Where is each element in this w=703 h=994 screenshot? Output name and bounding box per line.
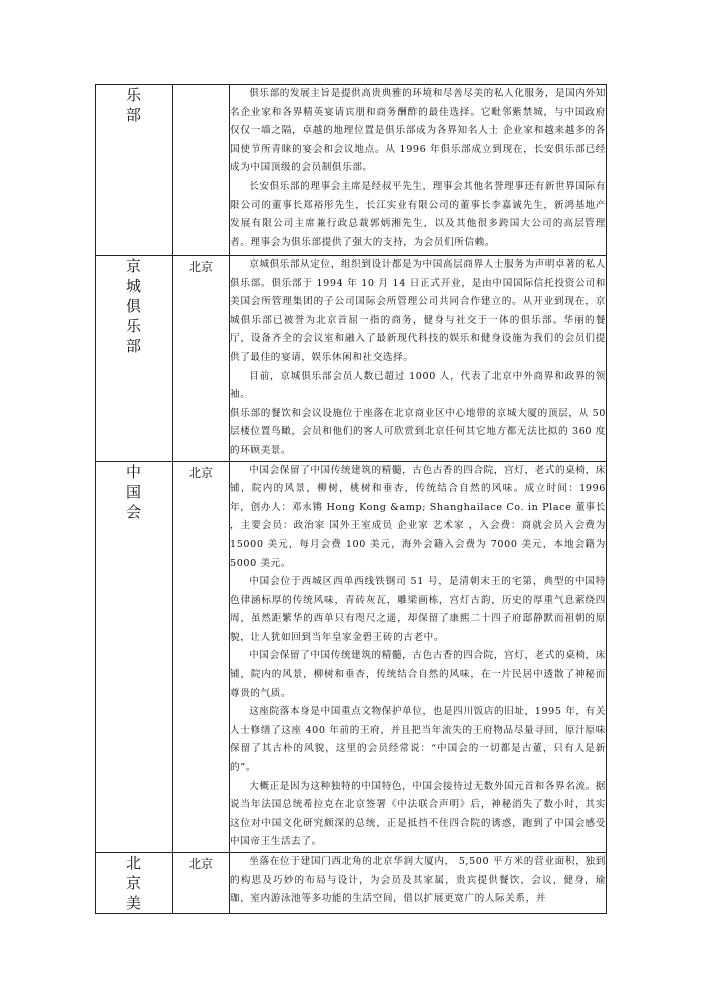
city-text: 北京 bbox=[188, 857, 213, 871]
club-name-char: 中 bbox=[125, 462, 142, 481]
description-paragraph: 长安俱乐部的理事会主席是经叔平先生，理事会其他名誉理事还有新世界国际有限公司的董事长郑裕彤先生，长江实业有限公司的董事长李嘉诚先生，新鸿基地产发展有限公司主席兼行政总裁郭炳湘先生，以及其他很多跨国大公司的高层管理者。理事会为俱乐部提供了强大的支持，为会员们所信赖。 bbox=[230, 180, 606, 248]
city-text: 北京 bbox=[188, 260, 213, 274]
description-paragraph: 中国会保留了中国传统建筑的精髓，古色古香的四合院，宫灯，老式的桌椅，床铺，院内的风景，柳树，桃树和垂杏，传统结合自然的风味。成立时间：1996 年，创办人：邓永锵 Hong Kong &amp; Shanghailace Co. in Place 董事长 ，主要会员：政治家 国外王室成员 企业家 艺术家 ，入会费：商就会员入会费为 15000 美元，每月会费 100 美元，海外会籍入会费为 7000 美元，本地会籍为 5000 美元。 bbox=[230, 464, 606, 569]
description-paragraph: 这座院落本身是中国重点文物保护单位，也是四川饭店的旧址，1995 年，有关人士修缮了这座 400 年前的王府，并且把当年流失的王府物品尽量寻回，原汁原味保留了其古朴的风貌，这里的会员经常说：“中国会的一切都是古董，只有人是新的”。 bbox=[230, 706, 606, 774]
table-row bbox=[96, 85, 607, 256]
description-paragraph: 大概正是因为这种独特的中国特色，中国会接待过无数外国元首和各界名流。据说当年法国总统希拉克在北京签署《中法联合声明》后，神秘消失了数小时，其实这位对中国文化研究颇深的总统，正是抵挡不住四合院的诱惑，跑到了中国会感受中国帝王生活去了。 bbox=[230, 780, 606, 848]
description-paragraph: 中国会位于西城区西单西线铁钢司 51 号，是清朝末王的宅第，典型的中国特色律涵标厚的传统风味，青砖灰瓦，雕梁画栋，宫灯古韵，历史的厚重气息萦绕四周，虽然距繁华的西单只有咫尺之遥，却保留了康熙二十四子府邸静默而祖朝的原貌，让人犹如回到当年皇家金碧王砖的古老中。 bbox=[230, 576, 606, 643]
description-paragraph: 目前，京城俱乐部会员人数已超过 1000 人，代表了北京中外商界和政界的领袖。 bbox=[230, 370, 606, 401]
club-name-char: 京 bbox=[125, 874, 142, 892]
club-name-char: 京 bbox=[125, 257, 142, 275]
description-paragraph: 坐落在位于建国门西北角的北京华润大厦内， 5,500 平方米的营业面积，独到的构思及巧妙的布局与设计，为会员及其家属，贵宾提供餐饮，会议，健身，瑜珈，室内游泳池等多功能的生活空间，借以扩展更宽广的人际关系，并 bbox=[230, 856, 606, 905]
club-name-char: 部 bbox=[125, 337, 142, 355]
city-cell bbox=[173, 461, 230, 852]
city-cell bbox=[173, 853, 230, 914]
club-name-char: 会 bbox=[125, 502, 142, 521]
club-name-char: 俱 bbox=[125, 297, 142, 315]
club-name-cell bbox=[96, 85, 173, 256]
table-row bbox=[96, 256, 607, 462]
club-name-char: 乐 bbox=[125, 317, 142, 335]
description-cell bbox=[230, 256, 607, 462]
description-paragraph: 京城俱乐部从定位，组织到设计都是为中国高层商界人士服务为声明卓著的私人俱乐部。俱乐部于 1994 年 10 月 14 日正式开业，是由中国国际信托投资公司和美国会所管理集团的子公司国际会所管理公司共同合作建立的。从开业到现在，京城俱乐部已被誉为北京首屈一指的商务，健身与社交于一体的俱乐部。华丽的餐厅，设备齐全的会议室和融入了最新现代科技的娱乐和健身设施为我们的会员们提供了最佳的宴请，娱乐休闲和社交选择。 bbox=[230, 259, 606, 363]
description-cell bbox=[230, 853, 607, 914]
club-name-char: 北 bbox=[125, 854, 142, 872]
city-cell bbox=[173, 256, 230, 462]
city-cell bbox=[173, 85, 230, 256]
description-cell bbox=[230, 85, 607, 256]
clubs-table bbox=[95, 84, 607, 914]
table-row bbox=[96, 461, 607, 852]
description-cell bbox=[230, 461, 607, 852]
club-name-char: 部 bbox=[125, 106, 142, 124]
description-paragraph: 俱乐部的餐饮和会议设施位于座落在北京商业区中心地带的京城大厦的顶层，从 50 层楼位置鸟瞰，会员和他们的客人可欣赏到北京任何其它地方都无法比拟的 360 度的环顾美景。 bbox=[230, 407, 606, 456]
club-name-char: 国 bbox=[125, 482, 142, 501]
club-name-char: 城 bbox=[125, 277, 142, 295]
club-name-cell bbox=[96, 256, 173, 462]
club-name-char: 美 bbox=[125, 894, 142, 912]
city-text: 北京 bbox=[188, 465, 213, 480]
description-paragraph: 俱乐部的发展主旨是提供高贵典雅的环境和尽善尽美的私人化服务，是国内外知名企业家和各界精英宴请宾朋和商务酬酢的最佳选择。它毗邻紫禁城，与中国政府仅仅一墙之隔，卓越的地理位置是俱乐部成为各界知名人士 企业家和越来越多的各国使节所青睐的宴会和会议地点。从 1996 年俱乐部成立到现在，长安俱乐部已经成为中国顶级的会员制俱乐部。 bbox=[230, 88, 606, 174]
club-name-cell bbox=[96, 461, 173, 852]
club-name-cell bbox=[96, 853, 173, 914]
description-paragraph: 中国会保留了中国传统建筑的精髓，古色古香的四合院，宫灯，老式的桌椅，床铺，院内的风景，柳树和垂杏，传统结合自然的风味，在一片民居中透散了神秘而尊贵的气质。 bbox=[230, 650, 606, 699]
table-row bbox=[96, 853, 607, 914]
club-name-char: 乐 bbox=[125, 86, 142, 104]
